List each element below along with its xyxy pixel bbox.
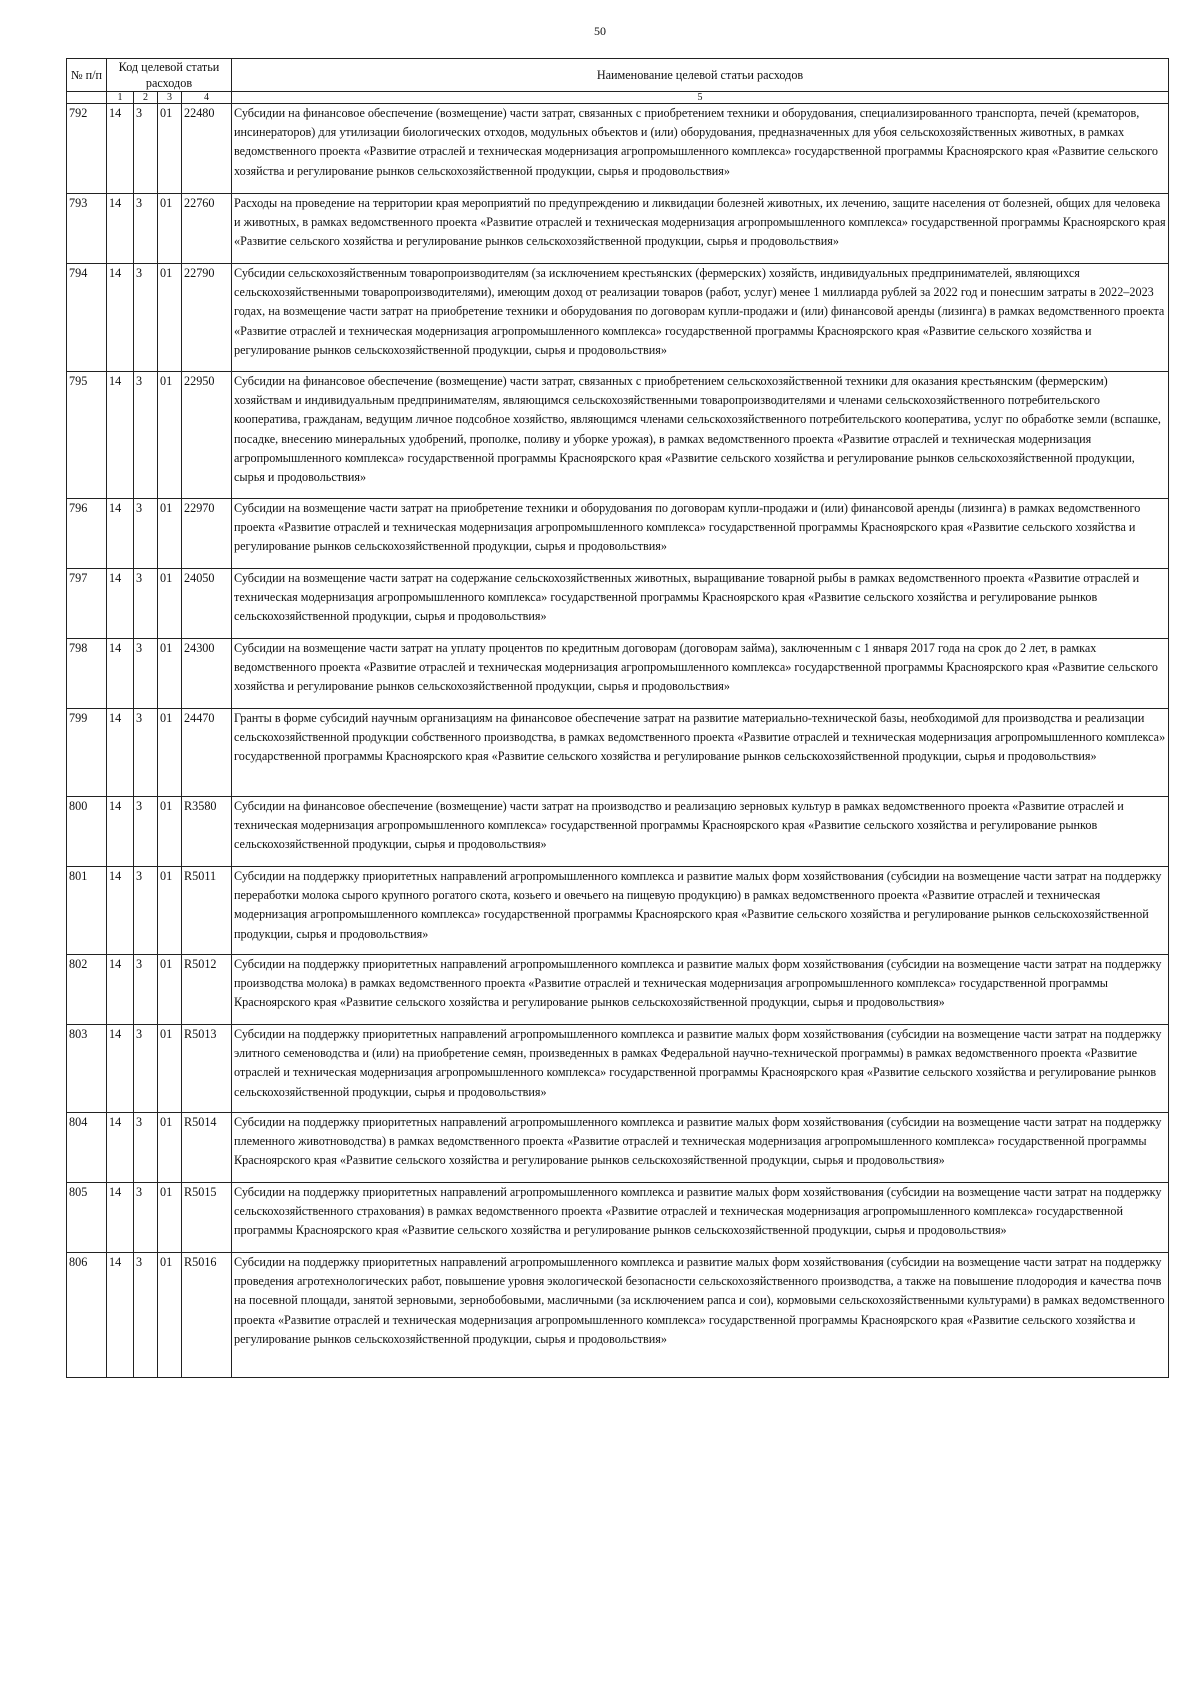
- code-part-3: 01: [158, 372, 182, 499]
- row-description: Гранты в форме субсидий научным организациям на финансовое обеспечение затрат на развитие материально-технической базы, необходимой для производства и реализации сельскохозяйственной продукции собственного производства, в рамках ведомственного проекта «Развитие отраслей и техническая модернизация агропромышленного комплекса» государственной программы Красноярского края «Развитие сельского хозяйства и регулирование рынков сельскохозяйственной продукции, сырья и продовольствия»: [232, 709, 1169, 797]
- header-code-group: Код целевой статьи расходов: [107, 59, 232, 92]
- header-name: Наименование целевой статьи расходов: [232, 59, 1169, 92]
- code-part-3: 01: [158, 1113, 182, 1183]
- table-row: [67, 264, 1169, 372]
- code-part-2: 3: [134, 709, 158, 797]
- code-part-4: R5011: [182, 867, 232, 955]
- row-number: 805: [67, 1183, 107, 1253]
- row-description: Субсидии на поддержку приоритетных направлений агропромышленного комплекса и развитие малых форм хозяйствования (субсидии на возмещение части затрат на поддержку производства молока) в рамках ведомственного проекта «Развитие отраслей и техническая модернизация агропромышленного комплекса» государственной программы Красноярского края «Развитие сельского хозяйства и регулирование рынков сельскохозяйственной продукции, сырья и продовольствия»: [232, 955, 1169, 1025]
- column-index: 2: [134, 92, 158, 104]
- code-part-2: 3: [134, 372, 158, 499]
- code-part-4: R5015: [182, 1183, 232, 1253]
- row-description: Субсидии на возмещение части затрат на уплату процентов по кредитным договорам (договорам займа), заключенным с 1 января 2017 года на срок до 2 лет, в рамках ведомственного проекта «Развитие отраслей и техническая модернизация агропромышленного комплекса» государственной программы Красноярского края «Развитие сельского хозяйства и регулирование рынков сельскохозяйственной продукции, сырья и продовольствия»: [232, 639, 1169, 709]
- code-part-3: 01: [158, 797, 182, 867]
- code-part-2: 3: [134, 639, 158, 709]
- header-num: № п/п: [67, 59, 107, 92]
- code-part-2: 3: [134, 1253, 158, 1378]
- column-index: 3: [158, 92, 182, 104]
- code-part-1: 14: [107, 955, 134, 1025]
- row-number: 798: [67, 639, 107, 709]
- code-part-4: 24300: [182, 639, 232, 709]
- row-description: Субсидии на финансовое обеспечение (возмещение) части затрат, связанных с приобретением техники и оборудования, специализированного транспорта, печей (крематоров, инсинераторов) для утилизации биологических отходов, модульных объектов и (или) оборудования, предназначенных для убоя сельскохозяйственных животных, в рамках ведомственного проекта «Развитие отраслей и техническая модернизация агропромышленного комплекса» государственной программы Красноярского края «Развитие сельского хозяйства и регулирование рынков сельскохозяйственной продукции, сырья и продовольствия»: [232, 104, 1169, 194]
- code-part-2: 3: [134, 569, 158, 639]
- row-number: 800: [67, 797, 107, 867]
- code-part-4: 22950: [182, 372, 232, 499]
- code-part-2: 3: [134, 194, 158, 264]
- code-part-1: 14: [107, 104, 134, 194]
- row-description: Субсидии на финансовое обеспечение (возмещение) части затрат, связанных с приобретением сельскохозяйственной техники для оказания крестьянским (фермерским) хозяйствам и индивидуальным предпринимателям, являющимся сельскохозяйственными товаропроизводителями и членами сельскохозяйственного потребительского кооператива, гражданам, ведущим личное подсобное хозяйство, являющимся членами сельскохозяйственного потребительского кооператива, услуг по обработке земли (вспашке, посадке, внесению минеральных удобрений, прополке, поливу и уборке урожая), в рамках ведомственного проекта «Развитие отраслей и техническая модернизация агропромышленного комплекса» государственной программы Красноярского края «Развитие сельского хозяйства и регулирование рынков сельскохозяйственной продукции, сырья и продовольствия»: [232, 372, 1169, 499]
- budget-table: [66, 58, 1169, 1378]
- table-row: [67, 797, 1169, 867]
- code-part-3: 01: [158, 194, 182, 264]
- table-row: [67, 1253, 1169, 1378]
- row-number: 806: [67, 1253, 107, 1378]
- row-description: Субсидии на возмещение части затрат на приобретение техники и оборудования по договорам купли-продажи и (или) финансовой аренды (лизинга) в рамках ведомственного проекта «Развитие отраслей и техническая модернизация агропромышленного комплекса» государственной программы Красноярского края «Развитие сельского хозяйства и регулирование рынков сельскохозяйственной продукции, сырья и продовольствия»: [232, 499, 1169, 569]
- row-description: Расходы на проведение на территории края мероприятий по предупреждению и ликвидации болезней животных, их лечению, защите населения от болезней, общих для человека и животных, в рамках ведомственного проекта «Развитие отраслей и техническая модернизация агропромышленного комплекса» государственной программы Красноярского края «Развитие сельского хозяйства и регулирование рынков сельскохозяйственной продукции, сырья и продовольствия»: [232, 194, 1169, 264]
- row-description: Субсидии на финансовое обеспечение (возмещение) части затрат на производство и реализацию зерновых культур в рамках ведомственного проекта «Развитие отраслей и техническая модернизация агропромышленного комплекса» государственной программы Красноярского края «Развитие сельского хозяйства и регулирование рынков сельскохозяйственной продукции, сырья и продовольствия»: [232, 797, 1169, 867]
- code-part-1: 14: [107, 639, 134, 709]
- code-part-1: 14: [107, 797, 134, 867]
- code-part-4: R5016: [182, 1253, 232, 1378]
- row-number: 802: [67, 955, 107, 1025]
- code-part-4: 22970: [182, 499, 232, 569]
- code-part-4: 22790: [182, 264, 232, 372]
- row-number: 797: [67, 569, 107, 639]
- code-part-3: 01: [158, 1253, 182, 1378]
- row-number: 793: [67, 194, 107, 264]
- code-part-1: 14: [107, 1183, 134, 1253]
- code-part-2: 3: [134, 1183, 158, 1253]
- code-part-4: R3580: [182, 797, 232, 867]
- table-row: [67, 1183, 1169, 1253]
- row-description: Субсидии на поддержку приоритетных направлений агропромышленного комплекса и развитие малых форм хозяйствования (субсидии на возмещение части затрат на поддержку элитного семеноводства и (или) на приобретение семян, произведенных в рамках Федеральной научно-технической программы) в рамках ведомственного проекта «Развитие отраслей и техническая модернизация агропромышленного комплекса» государственной программы Красноярского края «Развитие сельского хозяйства и регулирование рынков сельскохозяйственной продукции, сырья и продовольствия»: [232, 1025, 1169, 1113]
- code-part-1: 14: [107, 499, 134, 569]
- column-index: 1: [107, 92, 134, 104]
- table-row: [67, 372, 1169, 499]
- code-part-3: 01: [158, 569, 182, 639]
- code-part-2: 3: [134, 797, 158, 867]
- table-row: [67, 1025, 1169, 1113]
- code-part-2: 3: [134, 955, 158, 1025]
- code-part-1: 14: [107, 1253, 134, 1378]
- code-part-4: R5014: [182, 1113, 232, 1183]
- code-part-1: 14: [107, 194, 134, 264]
- row-number: 799: [67, 709, 107, 797]
- code-part-2: 3: [134, 264, 158, 372]
- code-part-2: 3: [134, 1025, 158, 1113]
- code-part-3: 01: [158, 639, 182, 709]
- table-row: [67, 104, 1169, 194]
- table-row: [67, 955, 1169, 1025]
- code-part-1: 14: [107, 569, 134, 639]
- table-row: [67, 1113, 1169, 1183]
- code-part-1: 14: [107, 1025, 134, 1113]
- page-number: 50: [594, 24, 606, 38]
- row-number: 794: [67, 264, 107, 372]
- code-part-3: 01: [158, 499, 182, 569]
- code-part-3: 01: [158, 867, 182, 955]
- table-row: [67, 569, 1169, 639]
- row-description: Субсидии на возмещение части затрат на содержание сельскохозяйственных животных, выращивание товарной рыбы в рамках ведомственного проекта «Развитие отраслей и техническая модернизация агропромышленного комплекса» государственной программы Красноярского края «Развитие сельского хозяйства и регулирование рынков сельскохозяйственной продукции, сырья и продовольствия»: [232, 569, 1169, 639]
- table-row: [67, 499, 1169, 569]
- code-part-2: 3: [134, 104, 158, 194]
- code-part-1: 14: [107, 372, 134, 499]
- table-row: [67, 709, 1169, 797]
- code-part-4: 22480: [182, 104, 232, 194]
- code-part-2: 3: [134, 1113, 158, 1183]
- row-number: 801: [67, 867, 107, 955]
- code-part-3: 01: [158, 955, 182, 1025]
- row-description: Субсидии на поддержку приоритетных направлений агропромышленного комплекса и развитие малых форм хозяйствования (субсидии на возмещение части затрат на поддержку сельскохозяйственного страхования) в рамках ведомственного проекта «Развитие отраслей и техническая модернизация агропромышленного комплекса» государственной программы Красноярского края «Развитие сельского хозяйства и регулирование рынков сельскохозяйственной продукции, сырья и продовольствия»: [232, 1183, 1169, 1253]
- column-index: 4: [182, 92, 232, 104]
- code-part-4: R5012: [182, 955, 232, 1025]
- row-number: 803: [67, 1025, 107, 1113]
- row-number: 795: [67, 372, 107, 499]
- column-index: 5: [232, 92, 1169, 104]
- code-part-3: 01: [158, 1183, 182, 1253]
- column-index: [67, 92, 107, 104]
- code-part-3: 01: [158, 1025, 182, 1113]
- row-description: Субсидии на поддержку приоритетных направлений агропромышленного комплекса и развитие малых форм хозяйствования (субсидии на возмещение части затрат на поддержку проведения агротехнологических работ, повышение уровня экологической безопасности сельскохозяйственного производства, а также на повышение плодородия и качества почв на посевной площади, занятой зерновыми, зернобобовыми, масличными (за исключением рапса и сои), кормовыми сельскохозяйственными культурами) в рамках ведомственного проекта «Развитие отраслей и техническая модернизация агропромышленного комплекса» государственной программы Красноярского края «Развитие сельского хозяйства и регулирование рынков сельскохозяйственной продукции, сырья и продовольствия»: [232, 1253, 1169, 1378]
- row-number: 792: [67, 104, 107, 194]
- code-part-3: 01: [158, 104, 182, 194]
- code-part-1: 14: [107, 867, 134, 955]
- code-part-3: 01: [158, 709, 182, 797]
- code-part-1: 14: [107, 1113, 134, 1183]
- code-part-1: 14: [107, 709, 134, 797]
- code-part-4: 24470: [182, 709, 232, 797]
- row-number: 804: [67, 1113, 107, 1183]
- column-index-row: [67, 92, 1169, 104]
- table-row: [67, 194, 1169, 264]
- code-part-3: 01: [158, 264, 182, 372]
- row-description: Субсидии на поддержку приоритетных направлений агропромышленного комплекса и развитие малых форм хозяйствования (субсидии на возмещение части затрат на поддержку племенного животноводства) в рамках ведомственного проекта «Развитие отраслей и техническая модернизация агропромышленного комплекса» государственной программы Красноярского края «Развитие сельского хозяйства и регулирование рынков сельскохозяйственной продукции, сырья и продовольствия»: [232, 1113, 1169, 1183]
- row-description: Субсидии на поддержку приоритетных направлений агропромышленного комплекса и развитие малых форм хозяйствования (субсидии на возмещение части затрат на поддержку переработки молока сырого крупного рогатого скота, козьего и овечьего на пищевую продукцию) в рамках ведомственного проекта «Развитие отраслей и техническая модернизация агропромышленного комплекса» государственной программы Красноярского края «Развитие сельского хозяйства и регулирование рынков сельскохозяйственной продукции, сырья и продовольствия»: [232, 867, 1169, 955]
- code-part-4: R5013: [182, 1025, 232, 1113]
- row-number: 796: [67, 499, 107, 569]
- code-part-1: 14: [107, 264, 134, 372]
- table-row: [67, 639, 1169, 709]
- code-part-2: 3: [134, 499, 158, 569]
- code-part-4: 24050: [182, 569, 232, 639]
- table-row: [67, 867, 1169, 955]
- code-part-4: 22760: [182, 194, 232, 264]
- code-part-2: 3: [134, 867, 158, 955]
- row-description: Субсидии сельскохозяйственным товаропроизводителям (за исключением крестьянских (фермерских) хозяйств, индивидуальных предпринимателей, являющихся сельскохозяйственными товаропроизводителями), имеющим доход от реализации товаров (работ, услуг) менее 1 миллиарда рублей за 2022 год и понесшим затраты в 2022–2023 годах, на возмещение части затрат на приобретение техники и оборудования по договорам купли-продажи и (или) финансовой аренды (лизинга) в рамках ведомственного проекта «Развитие отраслей и техническая модернизация агропромышленного комплекса» государственной программы Красноярского края «Развитие сельского хозяйства и регулирование рынков сельскохозяйственной продукции, сырья и продовольствия»: [232, 264, 1169, 372]
